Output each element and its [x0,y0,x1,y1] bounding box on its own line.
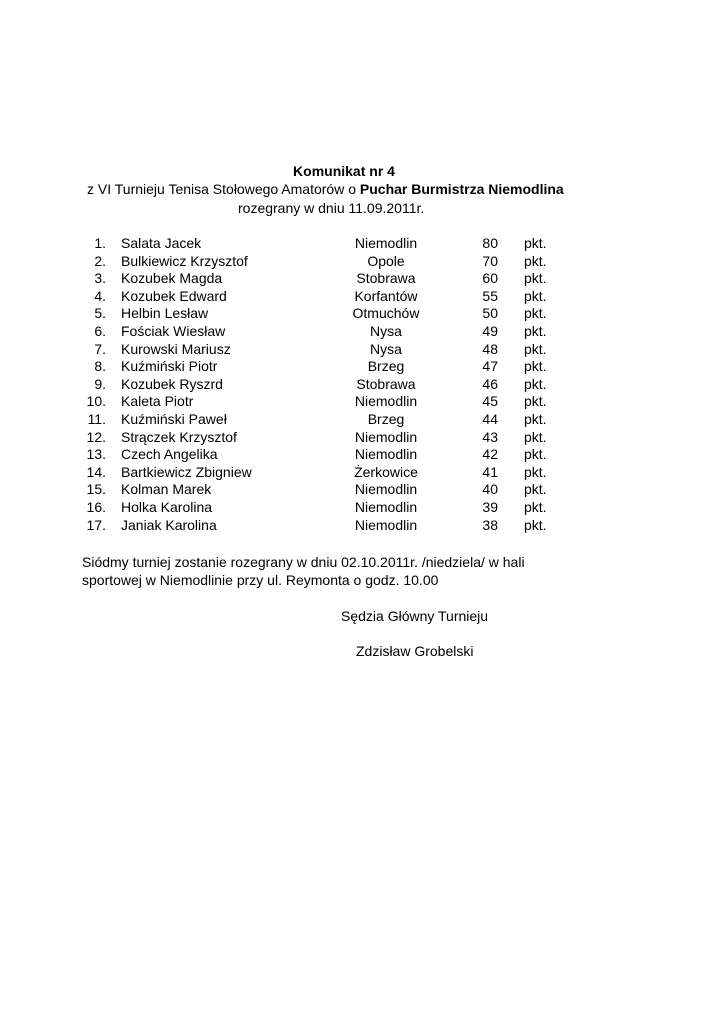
points-unit: pkt. [524,252,547,269]
points-unit: pkt. [524,358,547,375]
player-points: 38 [482,516,498,533]
points-unit: pkt. [524,446,547,463]
result-rank: 16. [86,498,106,515]
points-unit: pkt. [524,481,547,498]
title-text: Komunikat nr 4 [293,163,395,179]
result-rank: 3. [94,270,106,287]
player-points: 40 [482,481,498,498]
player-name: Fościak Wiesław [121,322,226,339]
player-points: 44 [482,410,498,427]
player-name: Helbin Lesław [121,305,209,322]
player-city: Niemodlin [354,428,418,445]
result-row [0,253,724,271]
result-rank: 10. [86,393,106,410]
result-row [0,305,724,323]
player-city: Niemodlin [354,498,418,515]
result-rank: 5. [94,305,106,322]
result-rank: 9. [94,375,106,392]
subtitle-prefix: z VI Turnieju Tenisa Stołowego Amatorów o [87,181,360,197]
judge-role: Sędzia Główny Turnieju [341,608,489,624]
player-name: Kurowski Mariusz [121,340,231,357]
result-row [0,499,724,517]
result-rank: 14. [86,463,106,480]
player-city: Niemodlin [354,393,418,410]
result-row [0,464,724,482]
player-city: Korfantów [354,287,418,304]
player-points: 55 [482,287,498,304]
judge-name: Zdzisław Grobelski [356,643,474,659]
points-unit: pkt. [524,270,547,287]
player-city: Stobrawa [356,270,416,287]
player-points: 50 [482,305,498,322]
player-city: Brzeg [367,410,405,427]
player-name: Holka Karolina [121,498,213,515]
player-points: 49 [482,322,498,339]
player-points: 48 [482,340,498,357]
player-points: 46 [482,375,498,392]
result-row [0,235,724,253]
player-city: Niemodlin [354,235,418,251]
player-name: Kuźmiński Piotr [121,358,218,375]
player-name: Bartkiewicz Zbigniew [121,463,252,480]
points-unit: pkt. [524,305,547,322]
result-rank: 4. [94,287,106,304]
result-row [0,517,724,535]
points-unit: pkt. [524,287,547,304]
player-city: Niemodlin [354,446,418,463]
result-row [0,429,724,447]
result-row [0,393,724,411]
next-tournament-note [82,553,642,589]
result-rank: 17. [86,516,106,533]
player-name: Czech Angelika [121,446,218,463]
points-unit: pkt. [524,498,547,515]
player-city: Nysa [370,340,402,357]
player-city: Niemodlin [354,481,418,498]
results-list [0,235,724,534]
document-title [0,162,724,180]
player-name: Salata Jacek [121,235,202,251]
result-row [0,323,724,341]
player-name: Kaleta Piotr [121,393,194,410]
player-city: Stobrawa [356,375,416,392]
points-unit: pkt. [524,393,547,410]
player-name: Kuźmiński Paweł [121,410,227,427]
result-row [0,481,724,499]
player-city: Nysa [370,322,402,339]
points-unit: pkt. [524,516,547,533]
points-unit: pkt. [524,340,547,357]
player-name: Kolman Marek [121,481,212,498]
points-unit: pkt. [524,375,547,392]
result-rank: 8. [94,358,106,375]
points-unit: pkt. [524,322,547,339]
player-city: Opole [367,252,405,269]
result-row [0,288,724,306]
player-city: Żerkowice [354,463,418,480]
player-points: 80 [482,235,498,251]
player-points: 41 [482,463,498,480]
subtitle-cup-name: Puchar Burmistrza Niemodlina [359,181,564,197]
player-city: Brzeg [367,358,405,375]
player-points: 43 [482,428,498,445]
points-unit: pkt. [524,235,547,251]
result-row [0,411,724,429]
player-city: Niemodlin [354,516,418,533]
result-rank: 7. [94,340,106,357]
player-points: 42 [482,446,498,463]
result-rank: 6. [94,322,106,339]
player-points: 60 [482,270,498,287]
result-rank: 13. [86,446,106,463]
result-row [0,270,724,288]
points-unit: pkt. [524,428,547,445]
result-rank: 11. [87,410,106,427]
result-row [0,341,724,359]
player-points: 70 [482,252,498,269]
player-name: Kozubek Edward [121,287,227,304]
result-row [0,358,724,376]
note-line-1: Siódmy turniej zostanie rozegrany w dniu 02.10.2011r. /niedziela/ w hali [82,554,525,570]
result-rank: 12. [86,428,106,445]
player-points: 47 [482,358,498,375]
result-rank: 2. [94,252,106,269]
player-points: 39 [482,498,498,515]
player-name: Strączek Krzysztof [121,428,237,445]
result-rank: 1. [94,235,106,251]
note-line-2: sportowej w Niemodlinie przy ul. Reymonta o godz. 10.00 [82,572,439,588]
result-rank: 15. [86,481,106,498]
document-subtitle [87,180,647,198]
result-row [0,376,724,394]
player-name: Janiak Karolina [121,516,217,533]
player-name: Bulkiewicz Krzysztof [121,252,248,269]
player-points: 45 [482,393,498,410]
player-city: Otmuchów [352,305,420,322]
player-name: Kozubek Ryszrd [121,375,223,392]
player-name: Kozubek Magda [121,270,223,287]
tournament-date-line: rozegrany w dniu 11.09.2011r. [238,200,425,216]
points-unit: pkt. [524,463,547,480]
result-row [0,446,724,464]
points-unit: pkt. [524,410,547,427]
